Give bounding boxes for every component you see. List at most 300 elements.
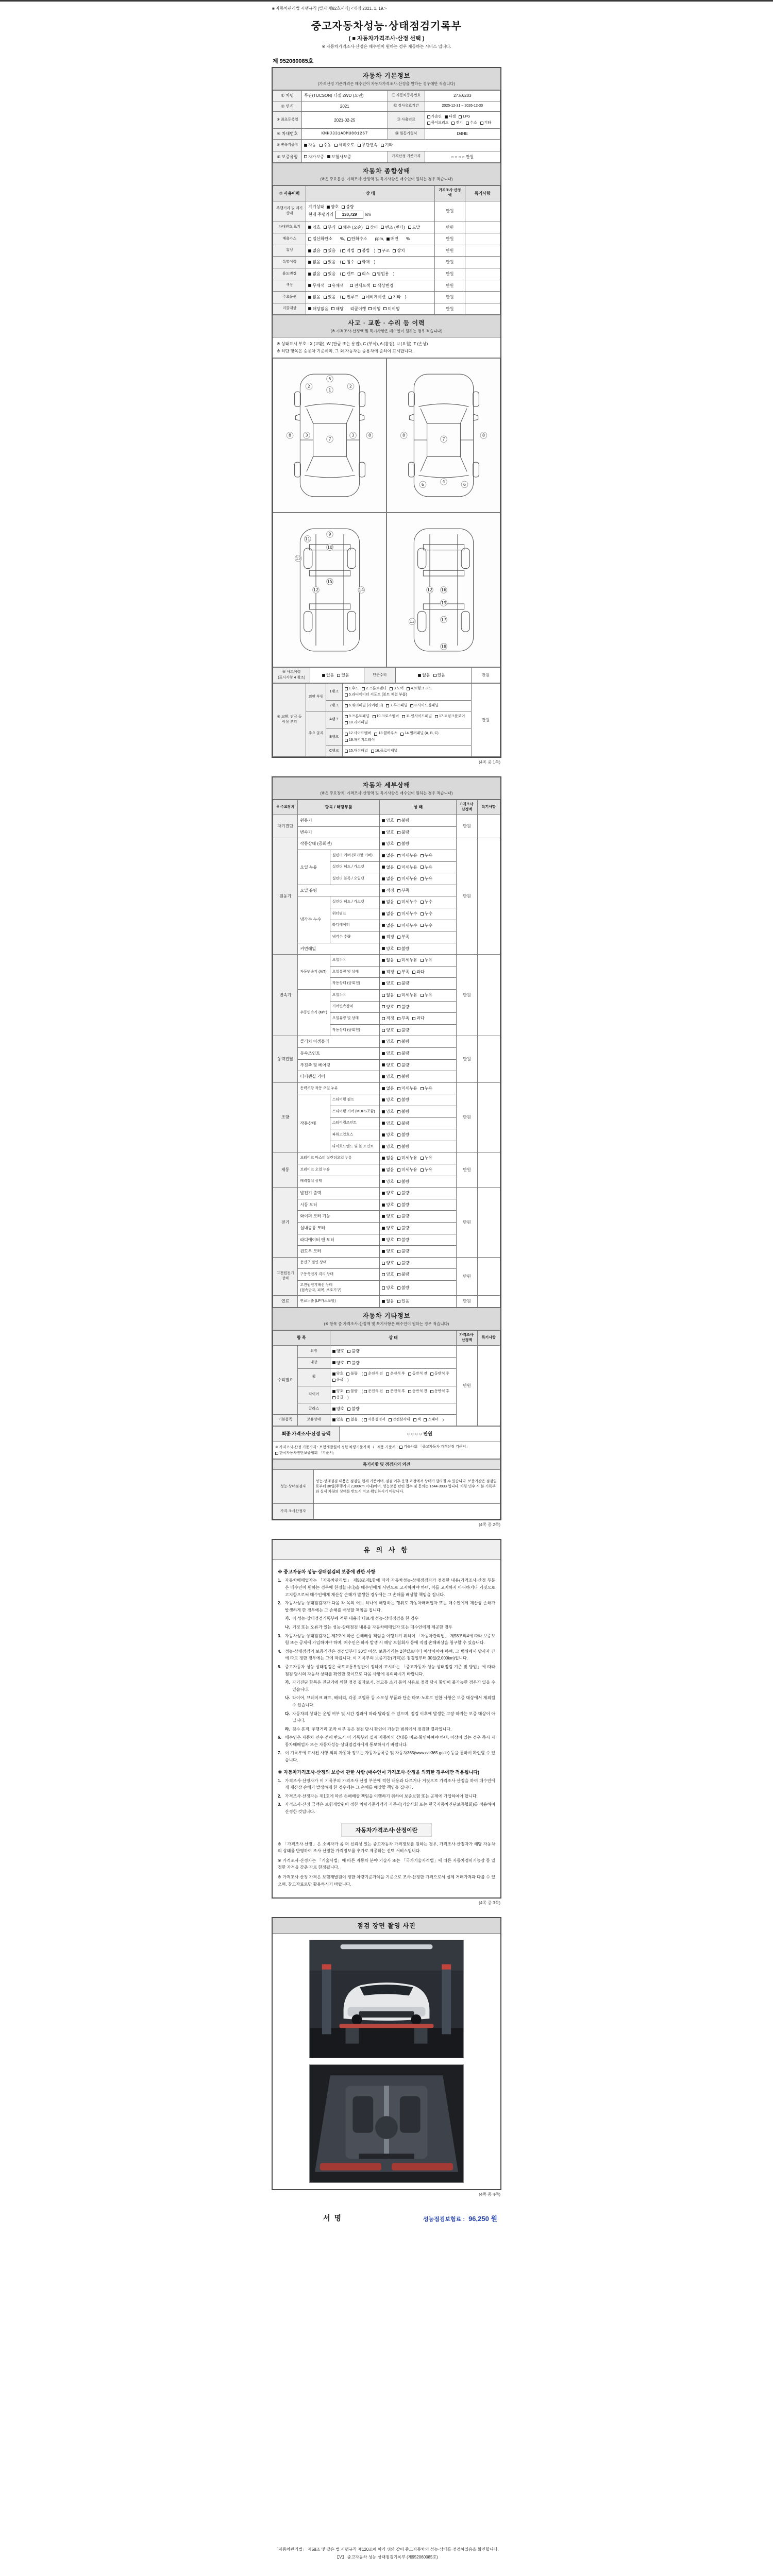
text: %, [335,236,347,242]
checkbox-checked-icon [308,273,311,276]
checkbox-option [418,672,430,679]
svg-text:6: 6 [421,482,424,487]
field-label: 가격조사·산정액 [457,800,477,815]
checkbox-unchecked-icon [397,1052,400,1055]
text: ppm, [370,236,386,242]
checkbox-option [322,672,334,679]
checkbox-label: 불량 [401,1202,410,1207]
field-value: 만원 [457,1188,477,1258]
svg-text:16: 16 [441,587,446,593]
field-value [465,233,500,245]
checkbox-option [397,1213,409,1219]
checkbox-option [382,853,394,859]
checkbox-option [347,1360,359,1366]
checkbox-unchecked-icon [397,1157,400,1160]
checkbox-label: 누유 [424,958,433,963]
checkbox-label: 없음 [386,853,394,858]
checkbox-label: 양호 [386,1202,394,1207]
field-value [465,201,500,222]
checkbox-option [397,1050,409,1057]
field-label: 성능·상태점검자 [273,1470,314,1504]
text: ) [392,271,395,276]
checkbox-unchecked-icon [345,733,348,736]
checkbox-label: 운전석 후 [390,1389,406,1393]
checkbox-label: 과다 [416,1016,425,1021]
field-label: 최종 가격조사·산정 금액 [273,1426,340,1442]
checkbox-option [350,283,370,289]
field-label: 내장 [298,1357,330,1369]
field-value: 작동상태 (공회전) [330,1024,380,1036]
text: km [365,212,371,217]
checkbox-checked-icon [382,936,385,939]
field-label: ⑤ 변속기종류 [273,140,302,151]
checkbox-label: 기타 [393,295,401,300]
checkbox-label: 미세누유 [401,958,417,963]
checkbox-unchecked-icon [332,1396,335,1399]
field-value: 만원 [435,233,465,245]
checkbox-unchecked-icon [430,1390,433,1393]
checkbox-unchecked-icon [382,1005,385,1008]
text: ) [346,1379,349,1383]
signature-label: 서명 [323,2214,346,2223]
checkbox-unchecked-icon [480,122,483,125]
notice-item-text: 자기진단 항목은 진단기에 의한 점검 결과로서, 경고등 소거 등의 사유로 점검 당시 확인이 불가능한 경우가 있을 수 있습니다. [292,1680,495,1692]
checkbox-label: 양호 [386,1097,394,1103]
field-value: 발전기 출력 [298,1188,380,1199]
checkbox-unchecked-icon [342,273,345,276]
notice-item [278,1801,495,1815]
field-label: 원동기 [273,838,298,955]
checkbox-option [308,283,324,289]
checkbox-label: 양호 [386,1260,394,1265]
field-value [380,1188,457,1199]
field-label: 수리필요 [273,1346,298,1415]
field-value: ○ ○ ○ ○ 만원 [425,151,500,163]
checkbox-checked-icon [382,901,385,904]
field-label: 전기 [273,1188,298,1258]
checkbox-label: 없음 [386,993,394,998]
section-header-detail [273,777,500,800]
field-value [465,280,500,292]
checkbox-unchecked-icon [345,704,348,707]
checkbox-option [382,992,394,998]
checkbox-unchecked-icon [397,971,400,974]
checkbox-checked-icon [382,889,385,892]
text: ) [373,260,376,265]
field-value [465,292,500,303]
checkbox-label: 12.사이드멤버 [348,732,372,736]
notice-item-number: 7. [278,1751,281,1756]
svg-text:13: 13 [295,555,301,561]
checkbox-option [390,686,404,691]
checkbox-unchecked-icon [397,1122,400,1125]
checkbox-option [382,1074,394,1080]
checkbox-label: 운전석 전 [368,1389,383,1393]
checkbox-checked-icon [382,1157,385,1160]
checkbox-option [358,142,378,148]
field-value [380,990,457,1002]
field-label: 항목 / 해당부품 [298,800,380,815]
checkbox-option [400,731,439,736]
field-value [380,1141,457,1153]
field-label: ⑨ 교환, 판금 등 이상 부위 [273,683,306,756]
checkbox-option [332,1348,344,1354]
checkbox-label: 19.패키지트레이 [348,738,375,742]
field-value [380,1164,457,1176]
svg-text:9: 9 [328,532,331,537]
footer-confirmation: 「자동차관리법」 제58조 및 같은 법 시행규칙 제120조에 따라 위와 같이 중고자동차의 성능·상태를 점검하였음을 확인합니다. [274,2547,499,2552]
field-label: ⑬ 사용연료 [388,112,425,129]
checkbox-unchecked-icon [421,1087,424,1090]
checkbox-option [421,911,432,917]
page-marker-2: (4쪽 중 2쪽) [479,1522,500,1528]
form-reference: ■ 자동차관리법 시행규칙 [별지 제82호서식] <개정 2021. 1. 19.> [272,6,387,11]
checkbox-option [378,248,390,254]
notice-item-text: 이 성능·상태점검기록부에 적힌 내용과 다르게 성능·상태점검을 한 경우 [292,1616,418,1621]
notice-item-number: 나. [285,1624,290,1630]
field-value: 오일 누유 [298,850,330,885]
checkbox-unchecked-icon [350,284,353,287]
checkbox-label: 적정 [386,888,394,893]
checkbox-checked-icon [382,971,385,974]
checkbox-option [421,992,432,998]
notice-item-text: 가격조사·산정자는 제1호에 따른 손해배상 책임을 이행하기 위하여 보증보험 또는 공제에 가입하여야 합니다. [285,1793,478,1799]
checkbox-option [382,1272,394,1278]
notice-box-title [278,1823,495,1837]
field-value [302,140,500,151]
checkbox-label: 1.후드 [348,686,359,690]
checkbox-label: 11.인사이드패널 [406,715,432,719]
inspection-photo-underbody [309,2064,464,2183]
section-header-accident [273,315,500,337]
checkbox-option [421,899,432,905]
notice-item-number: 가. [285,1680,290,1685]
checkbox-label: 색상변경 [377,283,394,288]
checkbox-option [427,114,442,120]
field-value [380,861,457,873]
notice-item-text: 매수인은 자동차 인수 전에 반드시 이 기록부와 실제 자동차의 상태를 비교·확인하여야 하며, 이상이 있는 경우 즉시 자동차매매업자 또는 자동차성능·상태점검자에게 통보하시기 바랍니다. [285,1735,495,1747]
checkbox-label: 불량 [401,1237,410,1242]
notice-item-number: 1. [278,1578,281,1583]
checkbox-checked-icon [386,238,390,241]
field-label: ⑭ 원동기형식 [388,129,425,140]
checkbox-option [382,1050,394,1057]
checkbox-unchecked-icon [347,1361,350,1364]
field-value: 실내송풍 모터 [298,1222,380,1234]
checkbox-unchecked-icon [421,1168,424,1172]
field-value: 실린더 커버 (로커암 커버) [330,850,380,861]
checkbox-option [324,248,335,254]
checkbox-label: 없음 [386,1156,394,1161]
checkbox-label: 자가보증 [308,154,325,159]
field-value: 스티어링조인트 [330,1117,380,1129]
footer-form-name: 【V】 중고자동차 성능·상태점검기록부 (제952060085호) [335,2555,438,2560]
inspector-opinion-table [273,1459,500,1520]
checkbox-unchecked-icon [383,307,386,310]
field-label: 1랭크 [326,683,342,700]
checkbox-label: 무채색 [312,283,325,288]
checkbox-option [308,236,332,242]
checkbox-option [308,225,320,231]
checkbox-option [397,957,417,963]
inspection-insurance-fee [423,2213,497,2223]
checkbox-label: 불량 [401,1249,410,1254]
field-value: 투싼(TUCSON) 디젤 2WD (모던) [302,91,388,101]
checkbox-unchecked-icon [337,674,340,677]
checkbox-label: 불량 [401,1179,410,1184]
notice-item-number: 2. [278,1793,281,1799]
diagram-cell-exterior-rear [386,358,500,513]
checkbox-option [397,1285,409,1291]
field-value: 등속조인트 [298,1048,380,1060]
field-value [477,955,500,1036]
checkbox-option [308,248,320,254]
checkbox-checked-icon [382,1215,385,1218]
checkbox-unchecked-icon [397,947,400,950]
checkbox-option [397,1260,409,1266]
field-value: 오일누유 [330,990,380,1002]
text: (접속단자, 피복, 보호기구) [300,1289,342,1293]
field-value: 만원 [457,1257,477,1295]
checkbox-label: 응급 [336,1378,344,1382]
field-value [380,850,457,861]
field-value [306,303,435,315]
notice-note: ※ 가격조사·산정자는 「기술사법」에 따른 자동차 분야 기술사 또는 「국가기술자격법」에 따른 자동차정비기능장 등 일정한 자격을 갖춘 자로 한정됩니다. [278,1858,495,1870]
field-value: 오일유량 및 상태 [330,966,380,978]
checkbox-checked-icon [332,1418,335,1421]
checkbox-label: 세미오토 [339,143,355,148]
checkbox-checked-icon [332,1372,335,1376]
checkbox-unchecked-icon [320,144,323,147]
checkbox-label: 불량 [401,829,410,835]
notice-item [285,1615,495,1622]
checkbox-label: 있음 [327,248,336,253]
checkbox-option [480,121,492,126]
checkbox-option [430,1389,449,1394]
checkbox-label: 미세누수 [401,900,417,905]
checkbox-option [327,154,351,160]
diagram-cell-underbody-front [273,513,386,667]
checkbox-label: 운전석 전 [368,1372,383,1376]
checkbox-unchecked-icon [397,854,400,857]
checkbox-option [382,1179,394,1185]
checkbox-unchecked-icon [466,122,469,125]
notice-item-text: 이 기록부에 표시된 사항 외의 자동차 정보는 자동차등록증 및 자동차365(www.car365.go.kr) 등을 통하여 확인할 수 있습니다. [285,1751,495,1763]
checkbox-option [345,714,369,719]
checkbox-label: 적정 [386,1016,394,1021]
field-label: 리콜대상 [273,303,306,315]
notice-item-number: 6. [278,1735,281,1740]
field-label: 상 태 [330,1330,457,1345]
checkbox-unchecked-icon [397,901,400,904]
checkbox-unchecked-icon [421,912,424,916]
checkbox-label: 운전석 후 [390,1372,406,1376]
field-value: 만원 [435,280,465,292]
checkbox-option [382,1213,394,1219]
checkbox-label: 없음 [422,672,430,677]
checkbox-option [382,841,394,847]
field-value [425,112,500,129]
checkbox-label: 양호 [386,1272,394,1277]
field-value [306,222,435,233]
status-mark-legend [273,337,500,358]
field-value: 브레이크 마스터 실린더오일 누유 [298,1153,380,1164]
checkbox-unchecked-icon [412,1017,415,1020]
checkbox-option [408,1371,427,1377]
checkbox-option [382,1132,394,1138]
field-value [306,257,435,268]
checkbox-option [421,1167,432,1173]
checkbox-label: 없음 [386,923,394,928]
checkbox-option [397,1015,409,1022]
field-value [380,966,457,978]
checkbox-label: 불량 [346,205,354,210]
checkbox-label: 누유 [424,876,433,882]
checkbox-label: 동반석 후 [434,1389,450,1393]
car-body-outline [408,375,479,497]
checkbox-option [382,1097,394,1103]
checkbox-label: 미이행 [388,306,400,311]
checkbox-label: 없음 [312,295,321,300]
field-value [342,683,471,700]
diagram-cell-underbody-rear [386,513,500,667]
field-value: 성능·상태점검 내용은 점검일 현재 기준이며, 점검 이후 운행 과정에서 상태가 달라질 수 있습니다. 보증기간은 점검일로부터 30일(주행거리 2,000km 이내)이며, 성능보증 관련 접수 및 문의는 1644-3933 입니다. 차량 인수 시 본 기록부와 실제 차량의 상태를 반드시 비교·확인하시기 바랍니다. [313,1470,500,1504]
svg-text:11: 11 [305,536,310,542]
checkbox-option [332,1389,344,1394]
checkbox-unchecked-icon [347,1350,350,1353]
checkbox-label: 보험사보증 [331,154,351,159]
field-label: 가격산정 기준가격 [388,151,425,163]
field-label: 고전원전기장치 [273,1257,298,1295]
checkbox-checked-icon [382,1168,385,1172]
text: % [401,236,410,242]
checkbox-option [368,306,380,312]
checkbox-option [382,829,394,836]
checkbox-option [382,957,394,963]
checkbox-unchecked-icon [345,721,348,724]
field-value: 만원 [435,222,465,233]
checkbox-unchecked-icon [382,1029,385,1032]
checkbox-label: 동반석 전 [412,1372,428,1376]
checkbox-unchecked-icon [408,1372,411,1376]
field-label: 외장 [298,1346,330,1358]
field-value: 타이로드엔드 및 볼 조인트 [330,1141,380,1153]
field-value: 냉각수 수량 [330,931,380,943]
checkbox-unchecked-icon [397,1286,400,1290]
checkbox-unchecked-icon [427,122,430,125]
field-label: 외판 부위 [306,683,326,711]
notice-item-number: 나. [285,1696,290,1701]
checkbox-option [397,1132,409,1138]
checkbox-option [397,1004,409,1010]
checkbox-checked-icon [322,674,325,677]
checkbox-label: 미세누유 [401,865,417,870]
field-value [306,280,435,292]
checkbox-option [304,142,316,148]
field-value: 시동 모터 [298,1199,380,1211]
notice-body [273,1560,500,1892]
photos-box [272,1917,501,2190]
field-value [310,668,364,683]
section-subtitle-accident: (※ 가격조사·산정액 및 특기사항은 매수인이 원하는 경우 적습니다) [330,329,443,334]
checkbox-unchecked-icon [382,1017,385,1020]
checkbox-option [373,283,393,289]
checkbox-checked-icon [327,155,330,158]
field-value [380,955,457,967]
field-value [477,838,500,955]
field-label: ⑫ 검사유효기간 [388,101,425,112]
checkbox-label: 있음 [437,672,446,677]
section-subtitle-detail: (※은 주요장치, 가격조사·산정액 및 특기사항은 매수인이 원하는 경우 적습니다) [320,790,453,795]
checkbox-label: 구조 [381,248,390,253]
checkbox-label: 불량 [350,1372,358,1376]
checkbox-label: 양호 [386,1249,394,1254]
checkbox-label: 화재 [361,260,370,265]
field-value: 커먼레일 [298,943,380,955]
field-label: 가격조사·산정액 [435,186,465,201]
checkbox-label: 양호 [336,1372,344,1376]
notice-item [285,1694,495,1708]
svg-text:18: 18 [441,643,446,649]
field-value: 작동상태 (공회전) [298,838,380,850]
checkbox-unchecked-icon [373,284,376,287]
checkbox-unchecked-icon [397,994,400,997]
checkbox-option [407,686,432,691]
checkbox-option [399,1445,469,1450]
notice-item-text: 자동차성능·상태점검자가 다음 각 목의 어느 하나에 해당하는 행위로 자동차매매업자 또는 매수인에게 재산상 손해가 발생하게 한 경우에는 그 손해를 배상할 책임을 집니다. [285,1601,495,1613]
checkbox-option [382,1248,394,1255]
panel-number-labels [287,376,373,443]
notice-item [278,1600,495,1614]
checkbox-label: 없음 [386,911,394,916]
checkbox-label: 부식 [327,225,336,230]
checkbox-label: 없음 [312,260,321,265]
field-value [380,1059,457,1071]
checkbox-label: 있음 [336,1418,344,1422]
field-value: 디퍼렌셜 기어 [298,1071,380,1083]
checkbox-unchecked-icon [358,249,361,252]
checkbox-checked-icon [382,959,385,962]
field-value [342,711,471,728]
page2-box [272,776,501,1521]
car-underbody-front-diagram [283,518,376,662]
checkbox-label: 불량 [401,1214,410,1219]
notice-item-text: 거짓 또는 오류가 있는 성능·상태점검 내용을 자동차매매업자 또는 매수인에게 제공한 경우 [292,1624,452,1630]
checkbox-unchecked-icon [427,115,430,118]
checkbox-checked-icon [382,1133,385,1137]
checkbox-checked-icon [445,115,448,118]
text: ( [360,1389,364,1394]
checkbox-unchecked-icon [400,733,404,736]
checkbox-option [382,899,394,905]
field-value [465,245,500,257]
checkbox-unchecked-icon [397,1087,400,1090]
checkbox-unchecked-icon [433,674,436,677]
checkbox-label: 양호 [330,205,339,210]
checkbox-option [345,686,359,691]
checkbox-label: 없음 [312,248,321,253]
checkbox-option [397,946,409,952]
checkbox-option [358,248,369,254]
checkbox-option [421,1086,432,1092]
checkbox-unchecked-icon [362,687,365,690]
field-value: 만원 [457,815,477,838]
detailed-state-table [273,800,500,1308]
checkbox-label: 양호 [386,829,394,835]
checkbox-label: 전체도색 [354,283,371,288]
checkbox-option [397,1039,409,1045]
checkbox-option [382,1109,394,1115]
